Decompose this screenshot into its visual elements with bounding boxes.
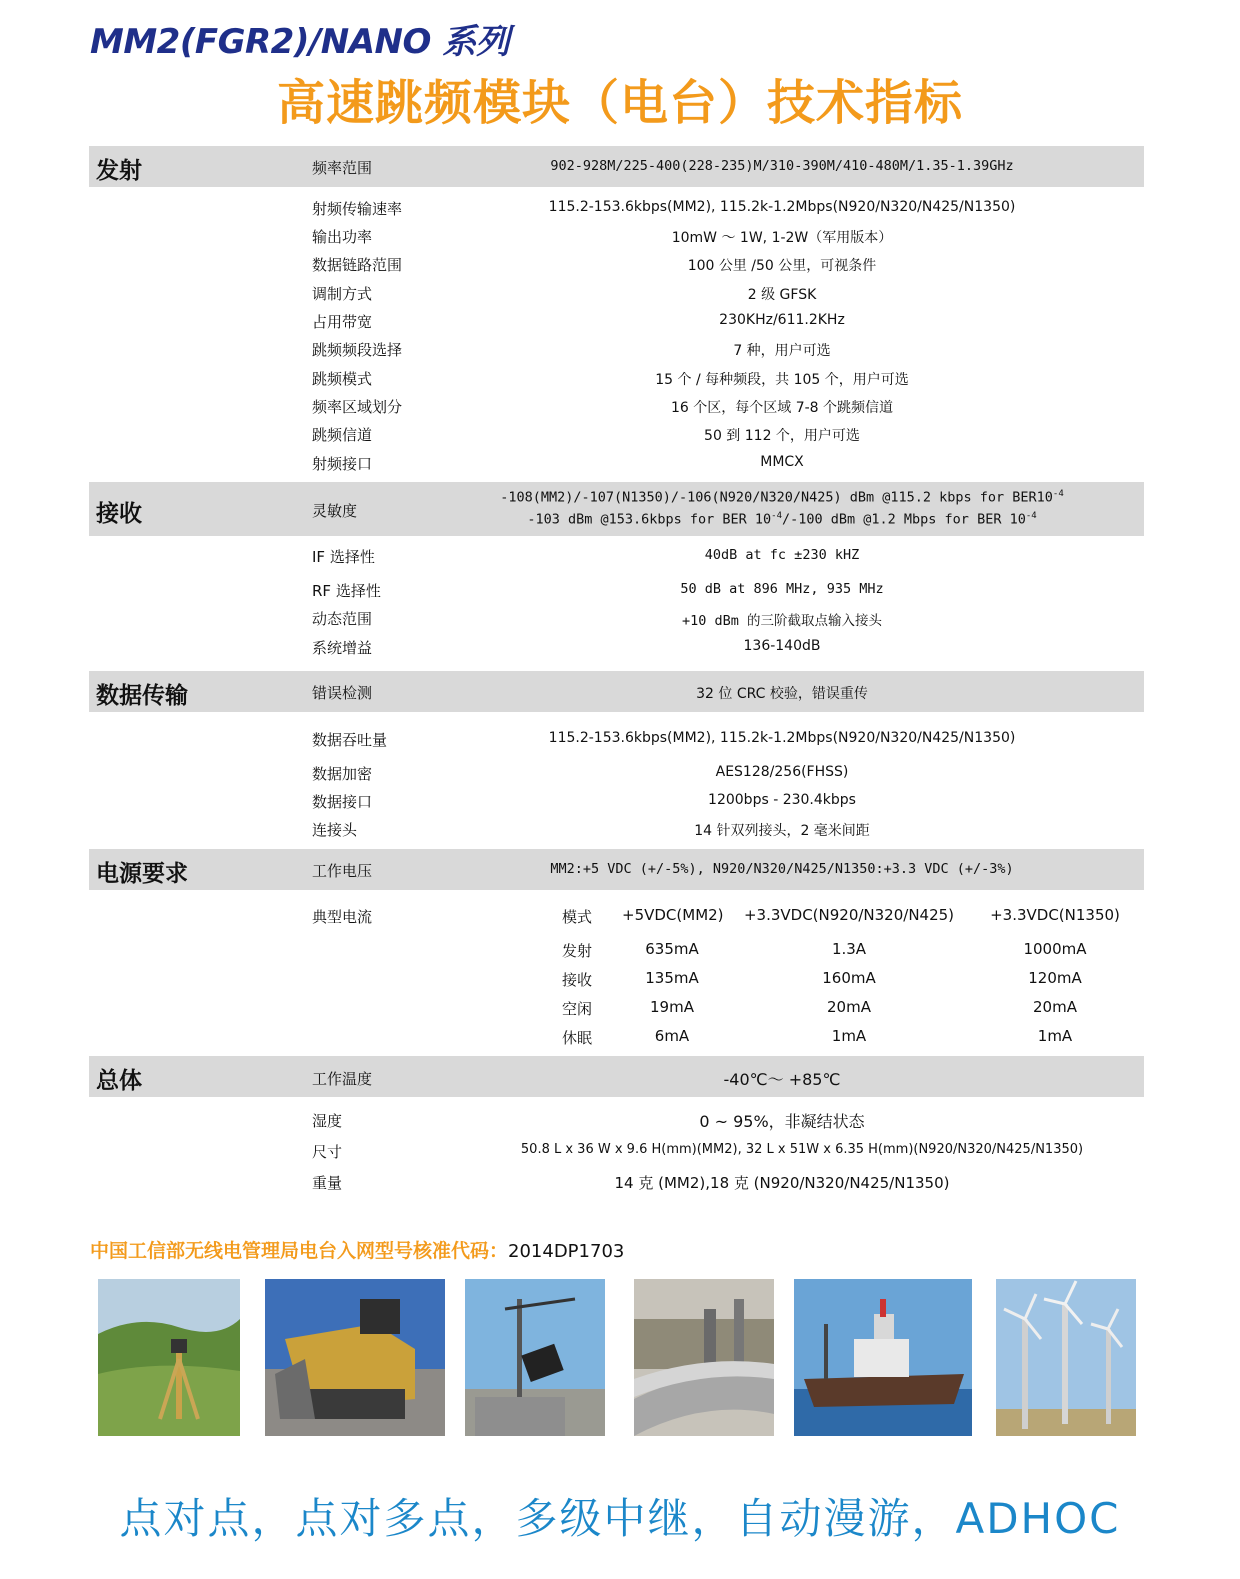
spec-value: 7 种，用户可选: [733, 343, 831, 359]
spec-label: 跳频信道: [312, 426, 373, 444]
spec-label: 射频接口: [312, 455, 373, 473]
photo-bulldozer: [265, 1279, 445, 1436]
approval-code: 2014DP1703: [508, 1241, 625, 1262]
current-table-cell: 1000mA: [1023, 940, 1087, 958]
spec-label: 工作温度: [312, 1070, 373, 1088]
spec-label: 数据接口: [312, 793, 373, 811]
spec-label: 错误检测: [312, 684, 373, 702]
photo-wind-turbines: [996, 1279, 1136, 1436]
section-title-data: 数据传输: [96, 683, 188, 709]
spec-value: 50 到 112 个，用户可选: [704, 428, 860, 444]
spec-value: 32 位 CRC 校验，错误重传: [696, 686, 868, 702]
spec-label: 系统增益: [312, 639, 373, 657]
spec-value: 40dB at fc ±230 kHZ: [704, 547, 860, 563]
photo-pipeline: [634, 1279, 774, 1436]
spec-label: IF 选择性: [312, 548, 375, 566]
current-table-cell: 135mA: [645, 969, 699, 987]
spec-value: MMCX: [760, 454, 804, 470]
sensitivity-line-1: [420, 489, 1144, 506]
current-table-header: 模式: [562, 908, 593, 926]
current-table-cell: 空闲: [562, 1000, 593, 1018]
spec-value: 230KHz/611.2KHz: [719, 312, 845, 328]
current-table-cell: 接收: [562, 971, 593, 989]
sensitivity-exponent: -4: [1025, 511, 1037, 521]
current-table-cell: 160mA: [822, 969, 876, 987]
spec-label: 湿度: [312, 1112, 343, 1130]
spec-value: 50.8 L x 36 W x 9.6 H(mm)(MM2), 32 L x 51W x 6.35 H(mm)(N920/N320/N425/N1350): [520, 1142, 1084, 1157]
spec-label: 跳频频段选择: [312, 341, 403, 359]
slogan: 点对点，点对多点，多级中继，自动漫游，ADHOC: [119, 1494, 1121, 1543]
spec-label: 重量: [312, 1174, 343, 1192]
spec-label: 数据加密: [312, 765, 373, 783]
current-table-cell: 1.3A: [831, 940, 867, 958]
current-table-header: +3.3VDC(N920/N320/N425): [743, 906, 955, 924]
spec-value: 136-140dB: [743, 638, 821, 654]
spec-label: 调制方式: [312, 285, 373, 303]
spec-value: 2 级 GFSK: [747, 287, 817, 303]
spec-label: 频率区域划分: [312, 398, 403, 416]
sensitivity-text: -103 dBm @153.6kbps for BER 10: [527, 511, 772, 528]
series-title: MM2(FGR2)/NANO 系列: [90, 22, 510, 62]
spec-label: 跳频模式: [312, 370, 373, 388]
spec-label: 灵敏度: [312, 502, 358, 520]
spec-value: 100 公里 /50 公里，可视条件: [687, 258, 877, 274]
spec-value: 115.2-153.6kbps(MM2), 115.2k-1.2Mbps(N920/N320/N425/N1350): [548, 199, 1016, 215]
sensitivity-text: -108(MM2)/-107(N1350)/-106(N920/N320/N425) dBm @115.2 kbps for BER10: [500, 489, 1053, 506]
spec-value: 50 dB at 896 MHz, 935 MHz: [680, 581, 884, 597]
spec-label: 尺寸: [312, 1143, 343, 1161]
spec-label: 工作电压: [312, 862, 373, 880]
spec-value: 16 个区，每个区域 7-8 个跳频信道: [670, 400, 894, 416]
photo-ship: [794, 1279, 972, 1436]
current-table-cell: 1mA: [1037, 1027, 1073, 1045]
spec-value: 14 克 (MM2),18 克 (N920/N320/N425/N1350): [614, 1174, 950, 1192]
spec-value: 15 个 / 每种频段，共 105 个，用户可选: [655, 372, 909, 388]
approval-label: 中国工信部无线电管理局电台入网型号核准代码：: [90, 1240, 509, 1262]
section-title-general: 总体: [96, 1068, 142, 1094]
photo-survey-field: [98, 1279, 240, 1436]
page-title: 高速跳频模块（电台）技术指标: [276, 75, 963, 131]
spec-label: RF 选择性: [312, 582, 381, 600]
current-table-cell: 1mA: [831, 1027, 867, 1045]
spec-value: 0 ~ 95%，非凝结状态: [699, 1112, 865, 1131]
current-table-cell: 20mA: [827, 998, 871, 1016]
spec-value: 115.2-153.6kbps(MM2), 115.2k-1.2Mbps(N920/N320/N425/N1350): [548, 730, 1016, 746]
spec-value: 902-928M/225-400(228-235)M/310-390M/410-480M/1.35-1.39GHz: [550, 158, 1014, 174]
approval-code-row: [90, 1236, 624, 1263]
spec-label: 占用带宽: [312, 313, 373, 331]
sensitivity-line-2: [420, 511, 1144, 528]
current-table-cell: 120mA: [1028, 969, 1082, 987]
sensitivity-exponent: -4: [1052, 489, 1064, 499]
current-table-cell: 635mA: [645, 940, 699, 958]
spec-value: 10mW ～ 1W, 1-2W（军用版本）: [671, 230, 893, 246]
current-table-cell: 20mA: [1033, 998, 1077, 1016]
section-title-receive: 接收: [96, 501, 142, 527]
spec-label: 频率范围: [312, 159, 373, 177]
photo-antenna-tower: [465, 1279, 605, 1436]
spec-value: +10 dBm 的三阶截取点输入接头: [681, 613, 883, 629]
spec-value: MM2:+5 VDC (+/-5%), N920/N320/N425/N1350:+3.3 VDC (+/-3%): [550, 861, 1014, 877]
spec-value: -40℃～ +85℃: [723, 1070, 841, 1089]
spec-label: 数据链路范围: [312, 256, 403, 274]
current-table-cell: 发射: [562, 942, 593, 960]
section-title-transmit: 发射: [96, 158, 142, 184]
current-table-cell: 6mA: [654, 1027, 690, 1045]
spec-label: 数据吞吐量: [312, 731, 388, 749]
spec-label: 连接头: [312, 821, 358, 839]
spec-value: 14 针双列接头，2 毫米间距: [694, 823, 870, 839]
spec-value: AES128/256(FHSS): [715, 764, 849, 780]
sensitivity-exponent: -4: [771, 511, 782, 521]
current-table-header: +5VDC(MM2): [622, 906, 724, 924]
spec-value: 1200bps - 230.4kbps: [708, 792, 856, 808]
section-title-power: 电源要求: [96, 861, 188, 887]
current-table-cell: 休眠: [562, 1029, 593, 1047]
spec-label: 动态范围: [312, 610, 373, 628]
current-table-cell: 19mA: [650, 998, 694, 1016]
sensitivity-text: /-100 dBm @1.2 Mbps for BER 10: [782, 511, 1026, 528]
spec-label: 典型电流: [312, 908, 373, 926]
spec-label: 射频传输速率: [312, 200, 403, 218]
current-table-header: +3.3VDC(N1350): [990, 906, 1120, 924]
spec-label: 输出功率: [312, 228, 373, 246]
